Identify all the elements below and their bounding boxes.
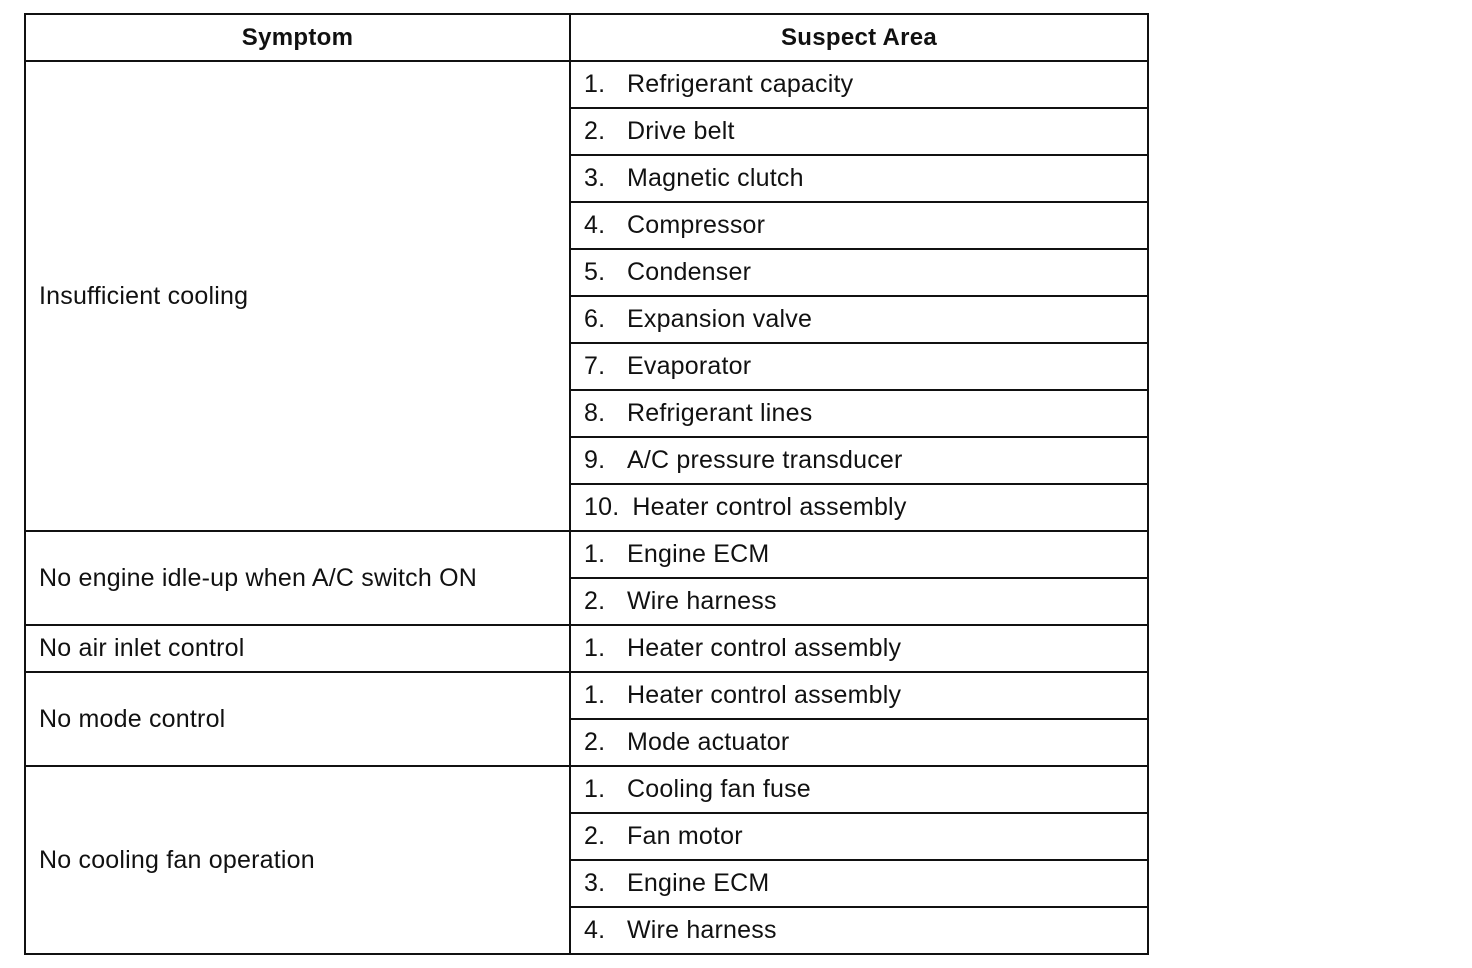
suspect-area-cell xyxy=(570,484,1148,531)
suspect-area-text: Drive belt xyxy=(627,117,735,145)
suspect-area-cell xyxy=(570,813,1148,860)
item-number: 3. xyxy=(584,869,606,897)
table-row xyxy=(25,531,1148,578)
suspect-area-header: Suspect Area xyxy=(570,14,1148,61)
suspect-area-text: Engine ECM xyxy=(627,869,770,897)
suspect-area-cell xyxy=(570,61,1148,108)
item-number: 1. xyxy=(584,540,606,568)
suspect-area-text: Engine ECM xyxy=(627,540,770,568)
item-number: 9. xyxy=(584,446,606,474)
suspect-area-cell xyxy=(570,108,1148,155)
suspect-area-cell xyxy=(570,860,1148,907)
suspect-area-cell xyxy=(570,155,1148,202)
suspect-area-cell xyxy=(570,437,1148,484)
suspect-area-text: Evaporator xyxy=(627,352,752,380)
table-row xyxy=(25,61,1148,108)
suspect-area-cell xyxy=(570,672,1148,719)
suspect-area-text: Heater control assembly xyxy=(632,493,907,521)
suspect-area-cell xyxy=(570,202,1148,249)
item-number: 1. xyxy=(584,70,606,98)
item-number: 2. xyxy=(584,822,606,850)
symptom-header: Symptom xyxy=(25,14,570,61)
suspect-area-cell xyxy=(570,249,1148,296)
table-row xyxy=(25,672,1148,719)
item-number: 4. xyxy=(584,211,606,239)
table-row xyxy=(25,766,1148,813)
suspect-area-cell xyxy=(570,296,1148,343)
symptom-cell: Insufficient cooling xyxy=(25,61,570,531)
item-number: 1. xyxy=(584,634,606,662)
symptom-cell: No mode control xyxy=(25,672,570,766)
suspect-area-text: Compressor xyxy=(627,211,766,239)
suspect-area-text: Heater control assembly xyxy=(627,634,902,662)
table-row xyxy=(25,625,1148,672)
item-number: 3. xyxy=(584,164,606,192)
item-number: 2. xyxy=(584,117,606,145)
suspect-area-cell xyxy=(570,531,1148,578)
suspect-area-text: Expansion valve xyxy=(627,305,813,333)
item-number: 7. xyxy=(584,352,606,380)
item-number: 1. xyxy=(584,681,606,709)
item-number: 6. xyxy=(584,305,606,333)
suspect-area-text: Mode actuator xyxy=(627,728,790,756)
suspect-area-cell xyxy=(570,907,1148,954)
suspect-area-text: Wire harness xyxy=(627,916,777,944)
symptom-cell: No engine idle-up when A/C switch ON xyxy=(25,531,570,625)
suspect-area-text: Refrigerant capacity xyxy=(627,70,854,98)
suspect-area-cell xyxy=(570,625,1148,672)
suspect-area-cell xyxy=(570,766,1148,813)
suspect-area-text: Heater control assembly xyxy=(627,681,902,709)
suspect-area-cell xyxy=(570,390,1148,437)
symptom-cell: No air inlet control xyxy=(25,625,570,672)
troubleshooting-table xyxy=(24,13,1149,955)
item-number: 8. xyxy=(584,399,606,427)
suspect-area-cell xyxy=(570,719,1148,766)
suspect-area-text: Cooling fan fuse xyxy=(627,775,811,803)
suspect-area-text: Refrigerant lines xyxy=(627,399,813,427)
suspect-area-text: Wire harness xyxy=(627,587,777,615)
suspect-area-cell xyxy=(570,343,1148,390)
item-number: 4. xyxy=(584,916,606,944)
item-number: 2. xyxy=(584,587,606,615)
header-row xyxy=(25,14,1148,61)
suspect-area-text: A/C pressure transducer xyxy=(627,446,903,474)
suspect-area-text: Condenser xyxy=(627,258,752,286)
item-number: 10. xyxy=(584,493,620,521)
item-number: 2. xyxy=(584,728,606,756)
suspect-area-text: Fan motor xyxy=(627,822,743,850)
suspect-area-text: Magnetic clutch xyxy=(627,164,804,192)
item-number: 5. xyxy=(584,258,606,286)
symptom-cell: No cooling fan operation xyxy=(25,766,570,954)
suspect-area-cell xyxy=(570,578,1148,625)
item-number: 1. xyxy=(584,775,606,803)
table-body xyxy=(25,61,1148,954)
